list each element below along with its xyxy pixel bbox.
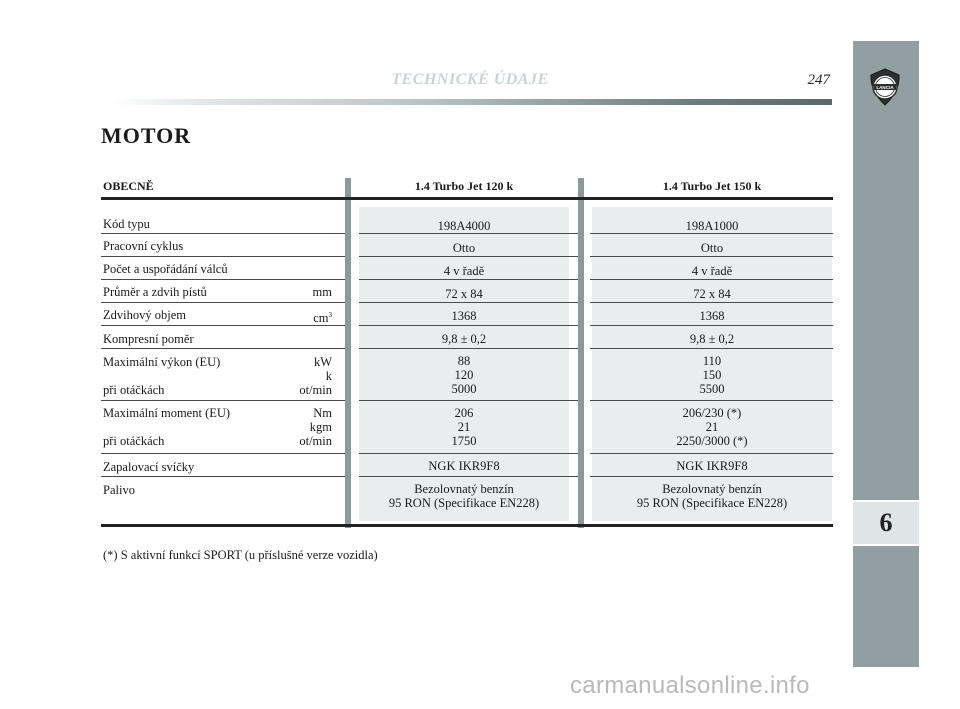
table-cell: 198A1000	[685, 219, 739, 233]
table-cell: 95 RON (Specifikace EN228)	[636, 496, 788, 510]
row-unit: kW	[313, 355, 332, 369]
table-cell: 21	[705, 420, 719, 434]
table-cell: 4 v řadě	[691, 264, 733, 278]
table-cell: 1368	[451, 309, 477, 323]
chapter-tab[interactable]: 6	[853, 500, 919, 546]
table-cell: 9,8 ± 0,2	[441, 332, 487, 346]
row-label: Pracovní cyklus	[103, 239, 184, 253]
row-unit: k	[325, 369, 332, 383]
row-divider	[101, 256, 833, 257]
table-header-rule	[101, 197, 833, 200]
watermark: carmanualsonline.info	[570, 672, 810, 699]
row-unit: ot/min	[299, 434, 332, 448]
row-unit-text: cm	[313, 311, 329, 326]
row-label: při otáčkách	[103, 383, 165, 397]
row-label: Maximální moment (EU)	[103, 406, 231, 420]
table-bottom-rule	[101, 524, 833, 527]
column-header-general: OBECNĚ	[103, 179, 154, 193]
row-unit	[240, 308, 332, 325]
column-header-engine-2: 1.4 Turbo Jet 150 k	[662, 179, 762, 193]
table-cell: 206	[454, 406, 474, 420]
row-divider	[101, 476, 833, 477]
logo-text: LANCIA	[876, 85, 894, 90]
table-cell: 88	[457, 354, 471, 368]
table-cell: 1368	[699, 309, 725, 323]
row-divider	[101, 400, 833, 401]
lancia-logo-icon	[867, 67, 903, 107]
row-divider	[101, 325, 833, 326]
row-label: Zapalovací svíčky	[103, 460, 195, 474]
table-cell: 72 x 84	[693, 287, 731, 301]
chapter-sidebar	[853, 41, 919, 667]
table-cell: 2250/3000 (*)	[676, 434, 748, 448]
row-label: Počet a uspořádání válců	[103, 262, 228, 276]
table-cell: 5000	[451, 382, 477, 396]
row-label: Palivo	[103, 483, 135, 497]
table-cell: Bezolovnatý benzín	[662, 482, 762, 496]
table-cell: 198A4000	[437, 219, 491, 233]
table-cell: Otto	[452, 241, 476, 255]
table-cell: 206/230 (*)	[682, 406, 742, 420]
table-cell: 95 RON (Specifikace EN228)	[388, 496, 540, 510]
table-cell: 72 x 84	[445, 287, 483, 301]
row-unit: kgm	[309, 420, 332, 434]
row-divider	[101, 453, 833, 454]
table-cell: Bezolovnatý benzín	[414, 482, 514, 496]
table-cell: 4 v řadě	[443, 264, 485, 278]
table-cell: Otto	[700, 241, 724, 255]
row-divider	[101, 348, 833, 349]
table-cell: NGK IKR9F8	[676, 459, 748, 473]
section-header-label: TECHNICKÉ ÚDAJE	[391, 71, 549, 88]
row-unit: ot/min	[299, 383, 332, 397]
table-cell: 1750	[451, 434, 477, 448]
table-cell: 110	[702, 354, 722, 368]
table-cell: NGK IKR9F8	[428, 459, 500, 473]
row-label: při otáčkách	[103, 434, 165, 448]
row-divider	[101, 279, 833, 280]
footnote: (*) S aktivní funkcí SPORT (u příslušné verze vozidla)	[103, 548, 378, 562]
table-cell: 120	[454, 368, 474, 382]
row-divider	[101, 302, 833, 303]
row-label: Kompresní poměr	[103, 332, 194, 346]
table-cell: 9,8 ± 0,2	[689, 332, 735, 346]
table-cell: 21	[457, 420, 471, 434]
page-title: MOTOR	[101, 123, 192, 148]
header-rule	[110, 99, 832, 105]
column-header-engine-1: 1.4 Turbo Jet 120 k	[414, 179, 514, 193]
row-label: Maximální výkon (EU)	[103, 355, 221, 369]
row-divider	[101, 233, 833, 234]
row-label: Kód typu	[103, 217, 150, 231]
row-unit-superscript: 3	[328, 311, 332, 319]
row-unit: mm	[312, 285, 332, 299]
row-label: Průměr a zdvih pístů	[103, 285, 207, 299]
row-unit: Nm	[313, 406, 332, 420]
row-label: Zdvihový objem	[103, 308, 186, 322]
page-number: 247	[807, 72, 830, 88]
table-cell: 150	[702, 368, 722, 382]
table-cell: 5500	[699, 382, 725, 396]
